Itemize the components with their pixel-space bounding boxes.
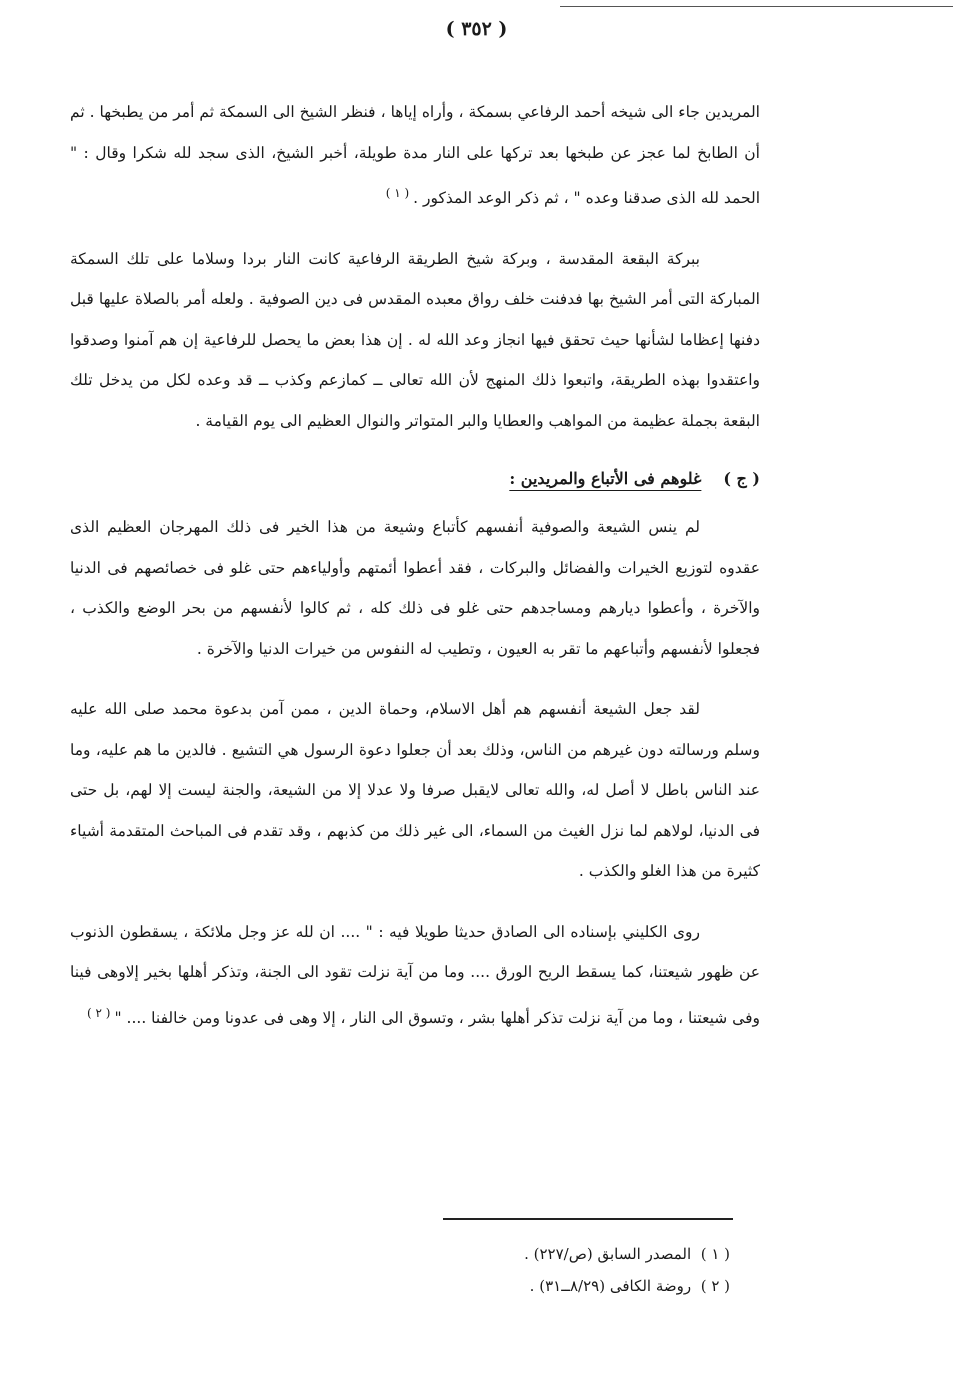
footnote-1-text: المصدر السابق (ص/٢٢٧) . xyxy=(524,1245,692,1263)
section-heading-marker: ( ج ) xyxy=(723,469,760,489)
footnote-1 xyxy=(220,1238,730,1270)
footnote-1-number: ( ١ ) xyxy=(700,1245,730,1263)
paragraph-5-text: روى الكليني بإسناده الى الصادق حديثا طويلا فيه : " .... ان لله عز وجل ملائكة ، يسقطون الذنوب عن ظهور شيعتنا، كما يسقط الريح الورق .... وما من آية نزلت تقود الى الجنة، وتذكر أهلها بخير إلاوهى فينا وفى شيعتنا ، وما من آية نزلت تذكر أهلها بشر ، وتسوق الى النار ، إلا وهى فى عدونا ومن خالفنا .... " xyxy=(70,922,760,1027)
footnote-ref-2: ( ٢ ) xyxy=(87,1005,111,1020)
footnote-2 xyxy=(220,1270,730,1302)
footnote-ref-1: ( ١ ) xyxy=(385,186,410,200)
paragraph-4: لقد جعل الشيعة أنفسهم هم أهل الاسلام، وحماة الدين ، ممن آمن بدعوة محمد صلى الله عليه وسلم ورسالته دون غيرهم من الناس، وذلك بعد أن جعلوا دعوة الرسول هي التشيع . فالدين ما هم عليه، وما عند الناس باطل لا أصل له، والله تعالى لايقبل صرفا ولا عدلا إلا من الشيعة، والجنة ليست إلا لهم، بل حتى فى الدنيا، لولاهم لما نزل الغيث من السماء، الى غير ذلك من كذبهم ، وقد تقدم فى المباحث المتقدمة أشياء كثيرة من هذا الغلو والكذب . xyxy=(70,700,760,881)
top-rule xyxy=(560,6,953,7)
section-heading-text: غلوهم فى الأتباع والمريدين : xyxy=(509,469,702,489)
paragraph-2: ببركة البقعة المقدسة ، وبركة شيخ الطريقة الرفاعية كانت النار بردا وسلاما على تلك السمكة المباركة التى أمر الشيخ بها فدفنت خلف رواق معبده المقدس فى دين الصوفية . ولعله أمر بالصلاة عليها قبل دفنها إعظاما لشأنها حيث تحقق فيها انجاز وعد الله له . إن هذا بعض ما يحصل للرفاعية إن هم آمنوا وصدقوا واعتقدوا بهذه الطريقة، واتبعوا ذلك المنهج لأن الله تعالى ــ كمازعم وكذب ــ قد وعده لكل من يدخل تلك البقعة بجملة عظيمة من المواهب والعطايا والبر المتواتر والنوال العظيم الى يوم القيامة . xyxy=(70,249,760,430)
paragraph-3: لم ينس الشيعة والصوفية أنفسهم كأتباع وشيعة من هذا الخير فى ذلك المهرجان العظيم الذى عقدوه لتوزيع الخيرات والفضائل والبركات ، فقد أعطوا أئمتهم وأولياءهم حتى غلو فى خصائصهم فى الدنيا والآخرة ، وأعطوا ديارهم ومساجدهم حتى غلو فى ذلك كله ، ثم كالوا لأنفسهم من بحر الوضع والكذب ، فجعلوا لأنفسهم وأتباعهم ما تقر به العيون ، وتطيب له النفوس من خيرات الدنيا والآخرة . xyxy=(70,518,760,658)
footnote-2-text: روضة الكافى (٨/٢٩ــ٣١) . xyxy=(529,1277,692,1295)
footnote-2-number: ( ٢ ) xyxy=(700,1277,730,1295)
footnotes xyxy=(220,1238,730,1302)
section-heading xyxy=(70,459,760,499)
page-body xyxy=(70,92,760,1038)
paragraph-1-text: المريدين جاء الى شيخه أحمد الرفاعي بسمكة ، وأراه إياها ، فنظر الشيخ الى السمكة ثم أمر من يطبخها . ثم أن الطابخ لما عجز عن طبخها بعد تركها على النار مدة طويلة، أخبر الشيخ، الذى سجد لله شكرا وقال : " الحمد لله الذى صدقنا وعده " ، ثم ذكر الوعد المذكور . xyxy=(70,103,760,208)
page-number: ( ٣٥٢ ) xyxy=(445,18,508,40)
paragraph-1 xyxy=(70,92,760,219)
paragraph-5 xyxy=(70,912,760,1039)
footnote-separator xyxy=(443,1218,733,1220)
